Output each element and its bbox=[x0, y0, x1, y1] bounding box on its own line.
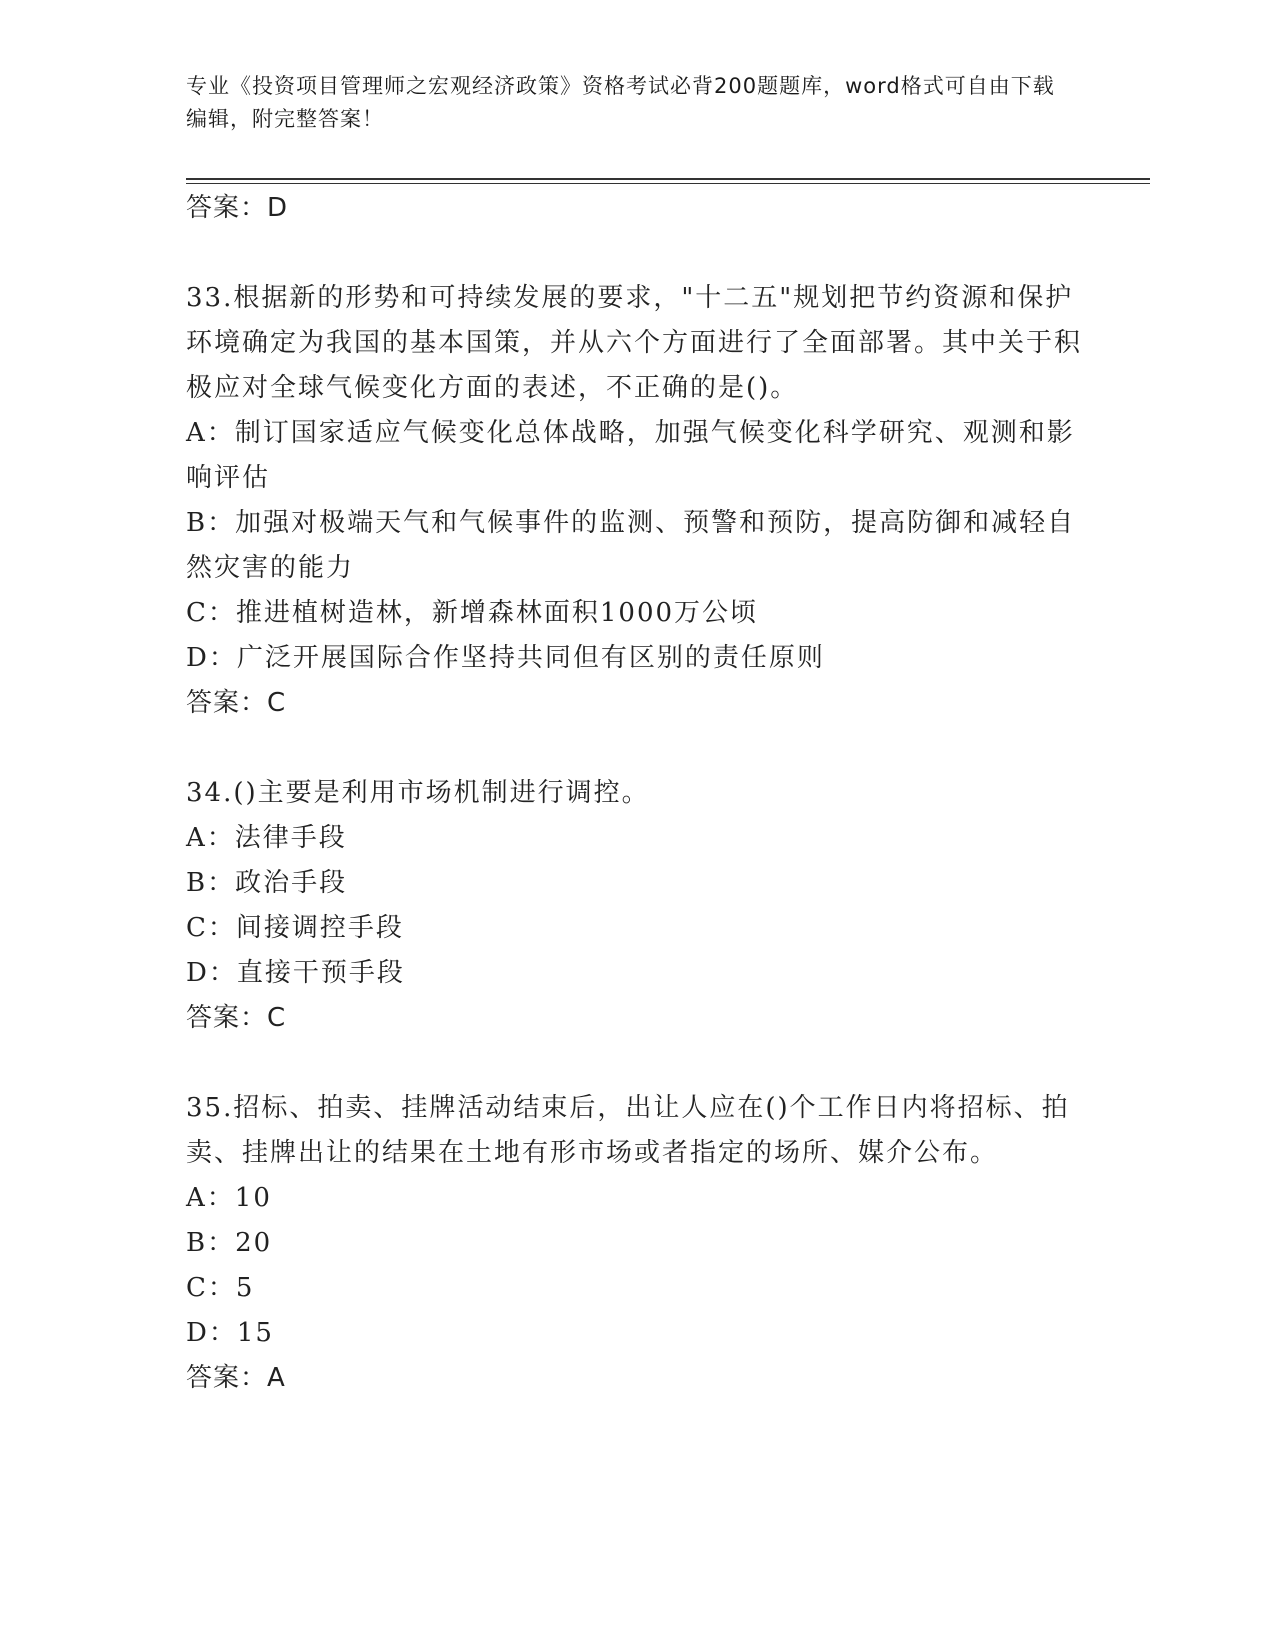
option-c: C：5 bbox=[186, 1273, 255, 1303]
previous-answer: 答案：D bbox=[186, 193, 289, 223]
option-a: A：制订国家适应气候变化总体战略，加强气候变化科学研究、观测和影响评估 bbox=[186, 418, 1075, 493]
option-a: A：10 bbox=[186, 1183, 272, 1213]
option-d: D：15 bbox=[186, 1318, 274, 1348]
header-rule-thick bbox=[186, 178, 1150, 180]
option-d: D：直接干预手段 bbox=[186, 958, 405, 988]
question-stem: 33.根据新的形势和可持续发展的要求，"十二五"规划把节约资源和保护环境确定为我国的基本国策，并从六个方面进行了全面部署。其中关于积极应对全球气候变化方面的表述，不正确的是()。 bbox=[186, 283, 1083, 403]
option-d: D：广泛开展国际合作坚持共同但有区别的责任原则 bbox=[186, 643, 825, 673]
question-34 bbox=[186, 771, 1086, 1041]
document-header bbox=[186, 70, 1066, 136]
option-b: B：政治手段 bbox=[186, 868, 348, 898]
question-answer: 答案：C bbox=[186, 1003, 287, 1033]
option-a: A：法律手段 bbox=[186, 823, 347, 853]
question-stem: 34.()主要是利用市场机制进行调控。 bbox=[186, 778, 650, 808]
spacer bbox=[186, 1041, 1086, 1086]
header-title: 专业《投资项目管理师之宏观经济政策》资格考试必背200题题库，word格式可自由下载编辑，附完整答案！ bbox=[186, 74, 1055, 131]
option-c: C：间接调控手段 bbox=[186, 913, 404, 943]
option-b: B：20 bbox=[186, 1228, 273, 1258]
document-body bbox=[186, 186, 1086, 1401]
spacer bbox=[186, 231, 1086, 276]
option-c: C：推进植树造林，新增森林面积1000万公顷 bbox=[186, 598, 759, 628]
spacer bbox=[186, 726, 1086, 771]
question-35 bbox=[186, 1086, 1086, 1401]
option-b: B：加强对极端天气和气候事件的监测、预警和预防，提高防御和减轻自然灾害的能力 bbox=[186, 508, 1076, 583]
question-stem: 35.招标、拍卖、挂牌活动结束后，出让人应在()个工作日内将招标、拍卖、挂牌出让的结果在土地有形市场或者指定的场所、媒介公布。 bbox=[186, 1093, 1070, 1168]
question-answer: 答案：A bbox=[186, 1363, 286, 1393]
question-33 bbox=[186, 276, 1086, 726]
header-rule-thin bbox=[186, 183, 1150, 184]
question-answer: 答案：C bbox=[186, 688, 287, 718]
